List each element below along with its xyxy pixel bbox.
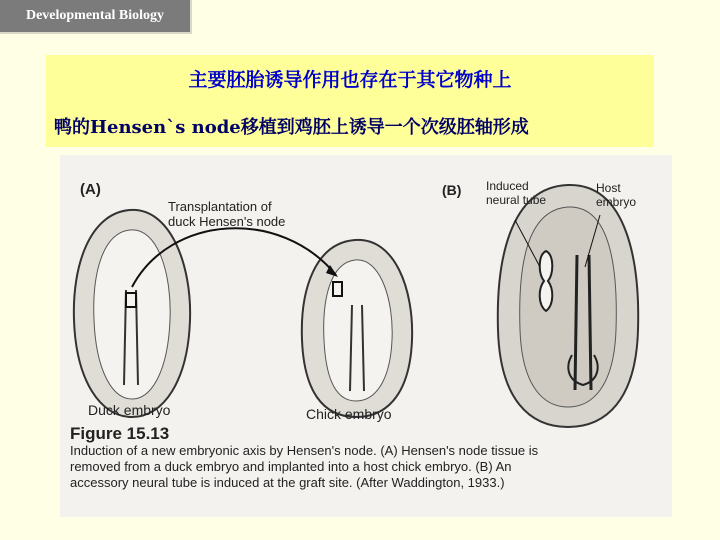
figure-image <box>60 155 672 517</box>
duck-embryo-drawing <box>74 210 190 417</box>
caption-title: Figure 15.13 <box>70 424 170 443</box>
panel-a-label: (A) <box>80 181 101 198</box>
headline-line-2: 鸭的Hensen`s node移植到鸡胚上诱导一个次级胚轴形成 <box>54 117 529 138</box>
figure-caption <box>70 425 670 491</box>
host-label-line-1: Host <box>596 181 621 195</box>
host-label-line-2: embryo <box>596 195 637 209</box>
transplant-label-line-1: Transplantation of <box>168 199 272 214</box>
headline-box <box>46 55 654 147</box>
course-title-tag: Developmental Biology <box>0 0 192 34</box>
transplant-label-line-2: duck Hensen's node <box>168 214 286 229</box>
panel-b-label: (B) <box>442 182 462 198</box>
chick-embryo-drawing <box>302 240 412 417</box>
induced-label-line-2: neural tube <box>486 193 547 207</box>
host-embryo-drawing <box>498 185 638 427</box>
caption-line-2: removed from a duck embryo and implanted into a host chick embryo. (B) An <box>70 459 512 474</box>
caption-line-3: accessory neural tube is induced at the graft site. (After Waddington, 1933.) <box>70 475 505 490</box>
headline-line-1: 主要胚胎诱导作用也存在于其它物种上 <box>188 69 512 91</box>
chick-embryo-label: Chick embryo <box>306 406 392 422</box>
caption-line-1: Induction of a new embryonic axis by Hensen's node. (A) Hensen's node tissue is <box>70 443 539 458</box>
duck-embryo-label: Duck embryo <box>88 402 171 418</box>
induced-label-line-1: Induced <box>486 179 529 193</box>
